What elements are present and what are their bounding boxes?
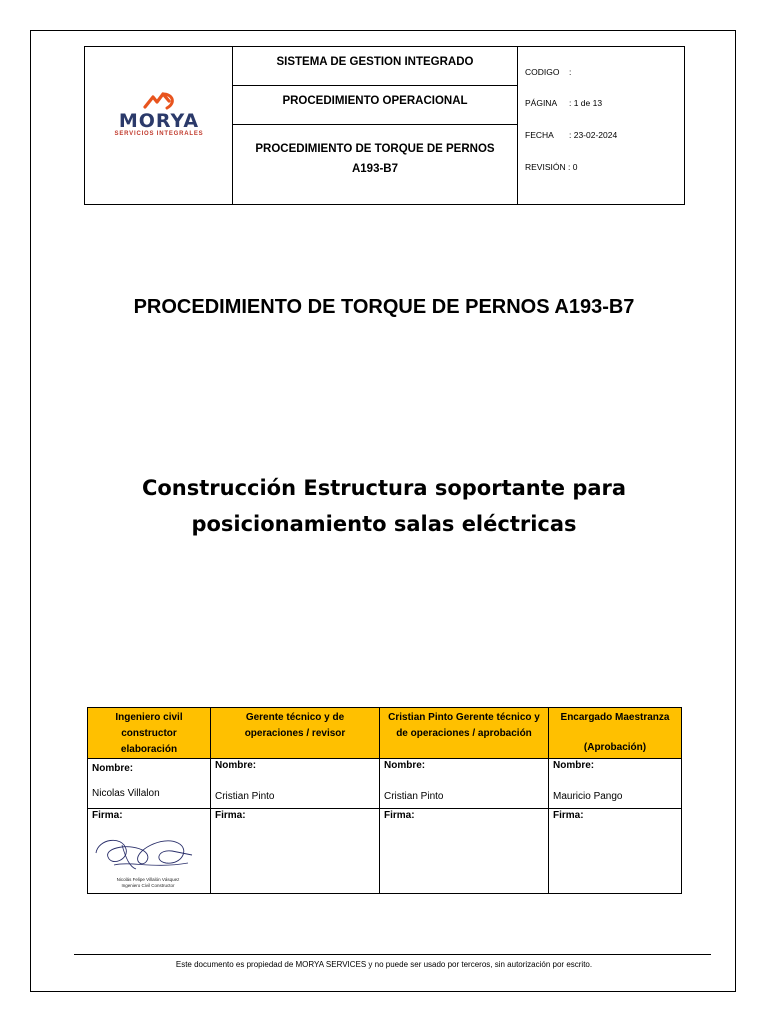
header-titles <box>233 47 518 204</box>
name-cell: Nombre: Cristian Pinto <box>380 759 549 809</box>
document-header <box>84 46 685 205</box>
revision-label: REVISIÓN : <box>525 162 571 172</box>
pagina-label: PÁGINA <box>525 98 558 108</box>
approval-table <box>87 707 682 894</box>
approval-header-cell: Ingeniero civil constructor elaboración <box>88 708 211 759</box>
logo-mark-icon <box>143 91 177 111</box>
pagina-value: : 1 de 13 <box>569 98 603 108</box>
signature-cell: Firma: Nicolás Felipe Villalón Vásquez Ingeniero Civil Constructor <box>88 809 211 894</box>
meta-pagina <box>525 98 602 108</box>
fecha-value: : 23-02-2024 <box>569 130 618 140</box>
signature-cell: Firma: <box>380 809 549 894</box>
document-meta <box>518 47 684 204</box>
system-title: SISTEMA DE GESTION INTEGRADO <box>233 47 517 86</box>
logo-wordmark: MORYA <box>118 110 200 132</box>
fecha-label: FECHA <box>525 130 554 140</box>
codigo-label: CODIGO <box>525 67 560 77</box>
company-logo <box>101 91 217 141</box>
signature-cell: Firma: <box>211 809 380 894</box>
name-cell: Nombre: Mauricio Pango <box>549 759 682 809</box>
name-cell: Nombre: Nicolas Villalon <box>88 759 211 809</box>
signature-caption: Nicolás Felipe Villalón Vásquez Ingeniero Civil Constructor <box>116 877 180 888</box>
document-title: PROCEDIMIENTO DE TORQUE DE PERNOS A193-B7 <box>133 296 635 318</box>
meta-fecha <box>525 130 617 140</box>
procedure-name-line1: PROCEDIMIENTO DE TORQUE DE PERNOS <box>255 143 495 155</box>
meta-revision <box>525 162 577 172</box>
procedure-type: PROCEDIMIENTO OPERACIONAL <box>233 86 517 125</box>
approval-signature-row <box>88 809 682 894</box>
approval-header-row <box>88 708 682 759</box>
logo-tagline: SERVICIOS INTEGRALES <box>114 131 204 137</box>
revision-value: 0 <box>572 162 578 172</box>
approval-name-row <box>88 759 682 809</box>
document-subtitle <box>134 470 634 542</box>
procedure-name-line2: A193-B7 <box>351 163 399 175</box>
subtitle-line1: Construcción Estructura soportante para <box>141 476 627 500</box>
signature-cell: Firma: <box>549 809 682 894</box>
handwritten-signature <box>92 825 204 893</box>
approval-header-cell: Cristian Pinto Gerente técnico y de operaciones / aprobación <box>380 708 549 759</box>
codigo-value: : <box>569 67 572 77</box>
subtitle-line2: posicionamiento salas eléctricas <box>191 512 577 536</box>
footer-divider <box>74 954 711 955</box>
meta-codigo <box>525 67 571 77</box>
approval-header-cell: Encargado Maestranza (Aprobación) <box>549 708 682 759</box>
approval-header-cell: Gerente técnico y de operaciones / revisor <box>211 708 380 759</box>
logo-cell <box>85 47 233 204</box>
footer-notice: Este documento es propiedad de MORYA SERVICES y no puede ser usado por terceros, sin autorización por escrito. <box>175 960 593 969</box>
procedure-name <box>233 125 517 204</box>
name-cell: Nombre: Cristian Pinto <box>211 759 380 809</box>
